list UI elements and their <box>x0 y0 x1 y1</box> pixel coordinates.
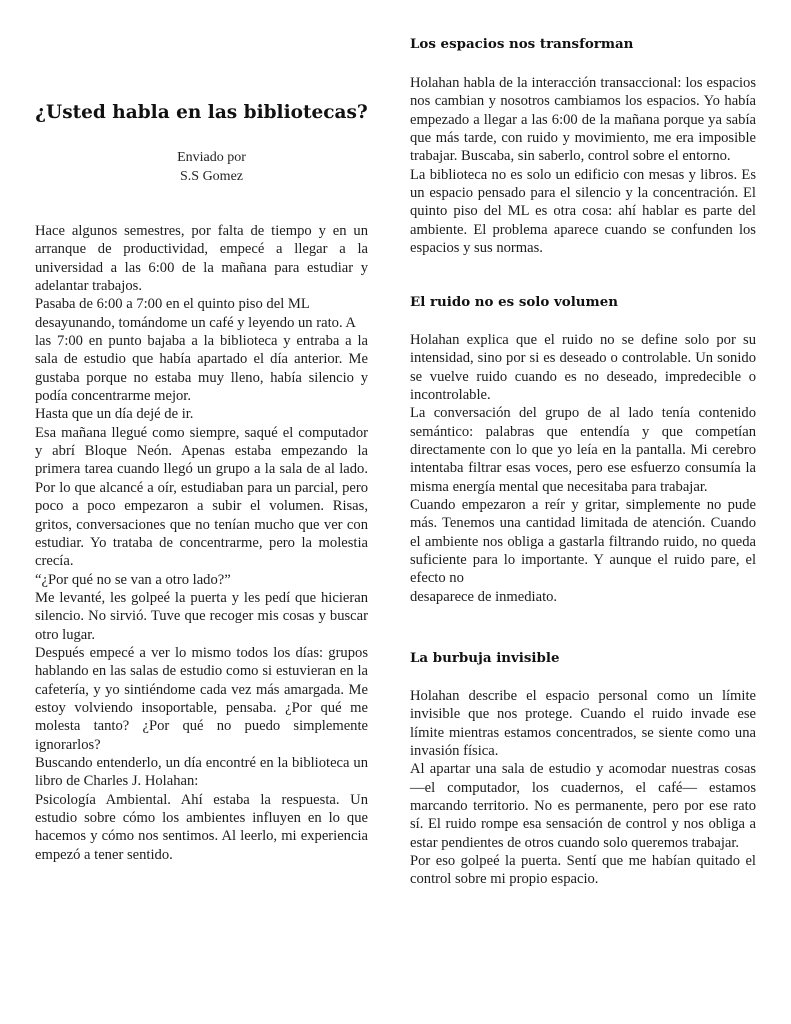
section-heading-ruido: El ruido no es solo volumen <box>410 294 618 310</box>
section-paragraph: Holahan explica que el ruido no se define solo por su intensidad, sino por si es deseado o controlable. Un sonido se vuelve ruido cuando es no deseado, impredecible o incontrolable. <box>410 332 756 404</box>
section-heading-burbuja: La burbuja invisible <box>410 650 560 666</box>
intro-column <box>35 222 368 864</box>
quote-paragraph: “¿Por qué no se van a otro lado?” <box>35 571 231 588</box>
section-heading-espacios: Los espacios nos transforman <box>410 36 634 52</box>
intro-paragraph: Esa mañana llegué como siempre, saqué el computador y abrí Bloque Neón. Apenas estaba empezando la primera tarea cuando llegó un grupo a la sala de al lado. Por lo que alcancé a oír, estudiaban para un parcial, pero poco a poco empezaron a subir el volumen. Risas, gritos, conversaciones que no tenían mucho que ver con estudiar. Yo trataba de concentrarme, pero la molestia crecía. <box>35 424 368 570</box>
section-paragraph: Holahan describe el espacio personal como un límite invisible que nos protege. Cuando el ruido invade ese límite mientras estamos concentrados, se siente como una invasión física. <box>410 688 756 760</box>
intro-paragraph: Después empecé a ver lo mismo todos los días: grupos hablando en las salas de estudio como si estuvieran en la cafetería, y yo sintiéndome cada vez más amargada. Me estoy volviendo insoportable, pensaba. ¿Por qué me molesta tanto? ¿Por qué no puedo simplemente ignorarlos? <box>35 644 368 753</box>
intro-paragraph: Pasaba de 6:00 a 7:00 en el quinto piso del ML desayunando, tomándome un café y leyendo un rato. A <box>35 296 356 331</box>
section-paragraph: Cuando empezaron a reír y gritar, simplemente no pude más. Tenemos una cantidad limitada de atención. Cuando el ambiente nos obliga a gastarla filtrando ruido, no queda suficiente para lo importante. Y aunque el ruido pare, el efecto no <box>410 497 756 587</box>
section-paragraph: La biblioteca no es solo un edificio con mesas y libros. Es un espacio pensado para el silencio y la concentración. El quinto piso del ML es otra cosa: ahí hablar es parte del ambiente. El problema aparece cuando se confunden los espacios y sus normas. <box>410 166 756 257</box>
byline <box>35 148 368 186</box>
author-name: S.S Gomez <box>180 169 243 184</box>
section-paragraph: Al apartar una sala de estudio y acomodar nuestras cosas —el computador, los cuadernos, el café— estamos marcando territorio. No es permanente, pero por ese rato sí. El ruido rompe esa sensación de control y nos obliga a estar pendientes de otros cuando solo queremos trabajar. <box>410 761 756 851</box>
section-paragraph: Por eso golpeé la puerta. Sentí que me habían quitado el control sobre mi propio espacio. <box>410 853 756 888</box>
article-title: ¿Usted habla en las bibliotecas? <box>35 102 368 123</box>
intro-paragraph: Hace algunos semestres, por falta de tiempo y en un arranque de productividad, empecé a llegar a la universidad a las 6:00 de la mañana para estudiar y adelantar trabajos. <box>35 223 368 295</box>
intro-paragraph: Buscando entenderlo, un día encontré en la biblioteca un libro de Charles J. Holahan: <box>35 754 368 790</box>
section-body-ruido <box>410 331 756 606</box>
byline-label: Enviado por <box>177 150 246 165</box>
section-paragraph: La conversación del grupo de al lado tenía contenido semántico: palabras que entendía y que competían directamente con lo que yo leía en la pantalla. Mi cerebro intentaba filtrar esas voces, pero ese esfuerzo consumía la misma energía mental que necesitaba para trabajar. <box>410 405 756 495</box>
intro-paragraph: Me levanté, les golpeé la puerta y les pedí que hicieran silencio. No sirvió. Tuve que recoger mis cosas y buscar otro lugar. <box>35 589 368 643</box>
intro-paragraph: las 7:00 en punto bajaba a la biblioteca y entraba a la sala de estudio que había apartado el día anterior. Me gustaba porque no estaba muy lleno, había silencio y podía concentrarme mejor. <box>35 333 368 405</box>
section-paragraph: desaparece de inmediato. <box>410 588 558 605</box>
intro-paragraph: Hasta que un día dejé de ir. <box>35 406 194 423</box>
section-body-espacios <box>410 74 756 257</box>
section-body-burbuja <box>410 687 756 889</box>
section-paragraph: Holahan habla de la interacción transaccional: los espacios nos cambian y nosotros cambiamos los espacios. Yo había empezado a llegar a las 6:00 de la mañana porque ya sabía que más tarde, con ruido y movimiento, me era imposible trabajar. Buscaba, sin saberlo, control sobre el entorno. <box>410 75 756 165</box>
intro-paragraph: Psicología Ambiental. Ahí estaba la respuesta. Un estudio sobre cómo los ambientes influyen en lo que hacemos y cómo nos sentimos. Al leerlo, mi experiencia empezó a tener sentido. <box>35 791 368 863</box>
